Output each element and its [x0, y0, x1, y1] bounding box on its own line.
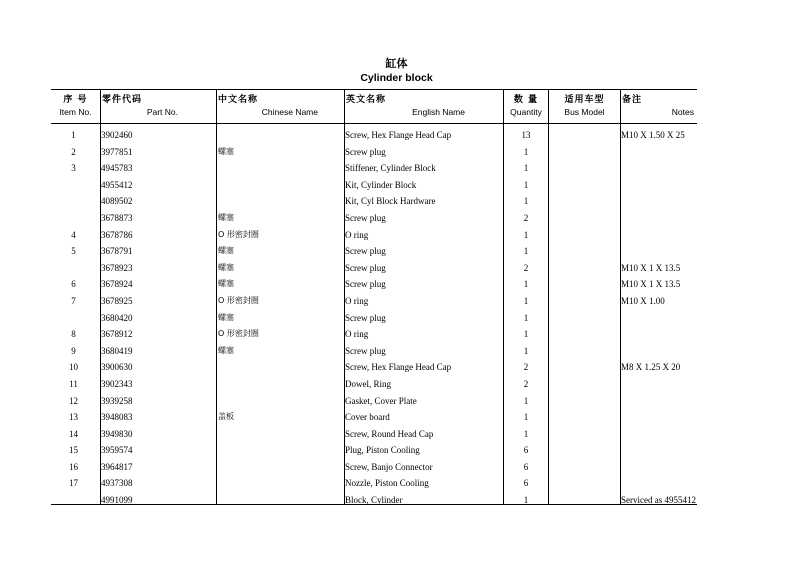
table-row	[51, 377, 697, 394]
chinese-name-cell: 盖板	[218, 412, 234, 422]
table-row	[51, 194, 697, 211]
part-no-cell: 4991099	[101, 495, 133, 506]
chinese-name-cell: O 形密封圈	[218, 295, 259, 305]
header-bus-model	[549, 92, 620, 117]
item-no-cell: 2	[71, 146, 76, 157]
english-name-cell: Screw plug	[345, 312, 386, 323]
table-row	[51, 261, 697, 278]
english-name-cell: O ring	[345, 329, 369, 340]
english-name-cell: Gasket, Cover Plate	[345, 395, 417, 406]
chinese-name-cell: O 形密封圈	[218, 229, 259, 239]
part-no-cell: 3678923	[101, 262, 133, 273]
english-name-cell: O ring	[345, 295, 369, 306]
part-no-cell: 3902460	[101, 130, 133, 140]
part-no-cell: 3678786	[101, 229, 133, 240]
part-no-cell: 3678924	[101, 279, 133, 290]
header-chinese-name	[218, 92, 342, 117]
part-no-cell: 3678912	[101, 329, 133, 340]
item-no-cell: 17	[69, 478, 78, 489]
parts-table-body	[51, 128, 697, 510]
item-no-cell: 16	[69, 461, 78, 472]
table-row	[51, 427, 697, 444]
header-part-no	[102, 92, 214, 117]
item-no-cell: 1	[71, 130, 76, 140]
part-no-cell: 3948083	[101, 412, 133, 423]
table-row	[51, 476, 697, 493]
part-no-cell: 4937308	[101, 478, 133, 489]
english-name-cell: Screw plug	[345, 262, 386, 273]
table-top-rule	[51, 89, 697, 90]
english-name-cell: Screw plug	[345, 146, 386, 157]
item-no-cell: 14	[69, 428, 78, 439]
item-no-cell: 13	[69, 412, 78, 423]
quantity-cell: 6	[523, 445, 529, 456]
quantity-cell: 1	[523, 295, 529, 306]
item-no-cell: 11	[69, 378, 78, 389]
header-english-en: English Name	[412, 107, 465, 117]
part-no-cell: 3977851	[101, 146, 133, 157]
chinese-name-cell: 螺塞	[218, 262, 234, 272]
part-no-cell: 4945783	[101, 163, 133, 174]
quantity-cell: 2	[523, 378, 529, 389]
header-qty-zh: 数 量	[513, 95, 539, 105]
notes-cell: Serviced as 4955412	[621, 495, 696, 506]
header-notes-zh: 备注	[622, 95, 643, 105]
part-no-cell: 3678873	[101, 212, 133, 223]
part-no-cell: 3959574	[101, 445, 133, 456]
english-name-cell: Block, Cylinder	[345, 495, 403, 506]
header-chinese-en: Chinese Name	[261, 107, 318, 117]
header-bus-en: Bus Model	[564, 107, 605, 117]
quantity-cell: 1	[523, 428, 529, 439]
table-row	[51, 161, 697, 178]
item-no-cell: 7	[71, 295, 76, 306]
english-name-cell: O ring	[345, 229, 369, 240]
table-row	[51, 327, 697, 344]
quantity-cell: 6	[523, 461, 529, 472]
english-name-cell: Stiffener, Cylinder Block	[345, 163, 436, 174]
english-name-cell: Screw plug	[345, 246, 386, 257]
english-name-cell: Screw, Hex Flange Head Cap	[345, 130, 452, 140]
header-item-no	[51, 92, 100, 117]
table-row	[51, 211, 697, 228]
quantity-cell: 1	[523, 495, 529, 506]
table-row	[51, 394, 697, 411]
table-row	[51, 360, 697, 377]
header-chinese-zh: 中文名称	[218, 95, 259, 105]
english-name-cell: Screw plug	[345, 212, 386, 223]
item-no-cell: 8	[71, 329, 76, 340]
header-notes-en: Notes	[671, 107, 694, 117]
chinese-name-cell: 螺塞	[218, 345, 234, 355]
header-notes	[622, 92, 696, 117]
part-no-cell: 3939258	[101, 395, 133, 406]
item-no-cell: 10	[69, 362, 78, 373]
header-english-zh: 英文名称	[346, 95, 387, 105]
header-english-name	[346, 92, 501, 117]
table-row	[51, 493, 697, 510]
table-row	[51, 460, 697, 477]
quantity-cell: 2	[523, 262, 529, 273]
table-row	[51, 244, 697, 261]
quantity-cell: 1	[523, 179, 529, 190]
quantity-cell: 6	[523, 478, 529, 489]
part-no-cell: 4089502	[101, 196, 133, 207]
english-name-cell: Screw, Hex Flange Head Cap	[345, 362, 452, 373]
chinese-name-cell: 螺塞	[218, 312, 234, 322]
header-bottom-rule	[51, 123, 697, 124]
quantity-cell: 2	[523, 362, 529, 373]
quantity-cell: 1	[523, 196, 529, 207]
quantity-cell: 1	[523, 412, 529, 423]
notes-cell: M10 X 1 X 13.5	[621, 262, 681, 273]
quantity-cell: 1	[523, 329, 529, 340]
notes-cell: M10 X 1 X 13.5	[621, 279, 681, 290]
table-row	[51, 311, 697, 328]
item-no-cell: 15	[69, 445, 78, 456]
notes-cell: M10 X 1.00	[621, 295, 665, 306]
part-no-cell: 3680420	[101, 312, 133, 323]
quantity-cell: 13	[521, 130, 531, 140]
part-no-cell: 3902343	[101, 378, 133, 389]
header-item-zh: 序 号	[63, 95, 88, 105]
table-row	[51, 410, 697, 427]
english-name-cell: Screw, Round Head Cap	[345, 428, 434, 439]
page-title-chinese: 缸体	[385, 57, 408, 70]
part-no-cell: 3964817	[101, 461, 133, 472]
table-row	[51, 344, 697, 361]
header-quantity	[504, 92, 548, 117]
table-row	[51, 443, 697, 460]
quantity-cell: 2	[523, 212, 529, 223]
quantity-cell: 1	[523, 279, 529, 290]
english-name-cell: Screw, Banjo Connector	[345, 461, 433, 472]
part-no-cell: 4955412	[101, 179, 133, 190]
english-name-cell: Plug, Piston Cooling	[345, 445, 420, 456]
chinese-name-cell: 螺塞	[218, 246, 234, 256]
english-name-cell: Kit, Cylinder Block	[345, 179, 417, 190]
english-name-cell: Screw plug	[345, 279, 386, 290]
english-name-cell: Cover board	[345, 412, 390, 423]
quantity-cell: 1	[523, 246, 529, 257]
table-row	[51, 145, 697, 162]
table-row	[51, 294, 697, 311]
item-no-cell: 3	[71, 163, 76, 174]
table-row	[51, 178, 697, 195]
quantity-cell: 1	[523, 345, 529, 356]
header-part-zh: 零件代码	[102, 95, 143, 105]
header-bus-zh: 适用车型	[564, 95, 605, 105]
item-no-cell: 4	[71, 229, 76, 240]
part-no-cell: 3900630	[101, 362, 133, 373]
table-row	[51, 228, 697, 245]
quantity-cell: 1	[523, 229, 529, 240]
item-no-cell: 9	[71, 345, 76, 356]
chinese-name-cell: O 形密封圈	[218, 329, 259, 339]
page-title-english: Cylinder block	[360, 72, 433, 84]
header-part-en: Part No.	[146, 107, 178, 117]
english-name-cell: Nozzle, Piston Cooling	[345, 478, 429, 489]
quantity-cell: 1	[523, 146, 529, 157]
notes-cell: M10 X 1.50 X 25	[621, 130, 685, 140]
english-name-cell: Kit, Cyl Block Hardware	[345, 196, 436, 207]
chinese-name-cell: 螺塞	[218, 279, 234, 289]
header-item-en: Item No.	[59, 107, 92, 117]
part-no-cell: 3680419	[101, 345, 133, 356]
item-no-cell: 12	[69, 395, 78, 406]
chinese-name-cell: 螺塞	[218, 212, 234, 222]
part-no-cell: 3949830	[101, 428, 133, 439]
header-qty-en: Quantity	[510, 107, 542, 117]
english-name-cell: Dowel, Ring	[345, 378, 391, 389]
item-no-cell: 5	[71, 246, 76, 257]
quantity-cell: 1	[523, 163, 529, 174]
part-no-cell: 3678791	[101, 246, 133, 257]
part-no-cell: 3678925	[101, 295, 133, 306]
quantity-cell: 1	[523, 312, 529, 323]
table-row	[51, 277, 697, 294]
english-name-cell: Screw plug	[345, 345, 386, 356]
chinese-name-cell: 螺塞	[218, 146, 234, 156]
notes-cell: M8 X 1.25 X 20	[621, 362, 681, 373]
quantity-cell: 1	[523, 395, 529, 406]
item-no-cell: 6	[71, 279, 76, 290]
table-row	[51, 128, 697, 145]
